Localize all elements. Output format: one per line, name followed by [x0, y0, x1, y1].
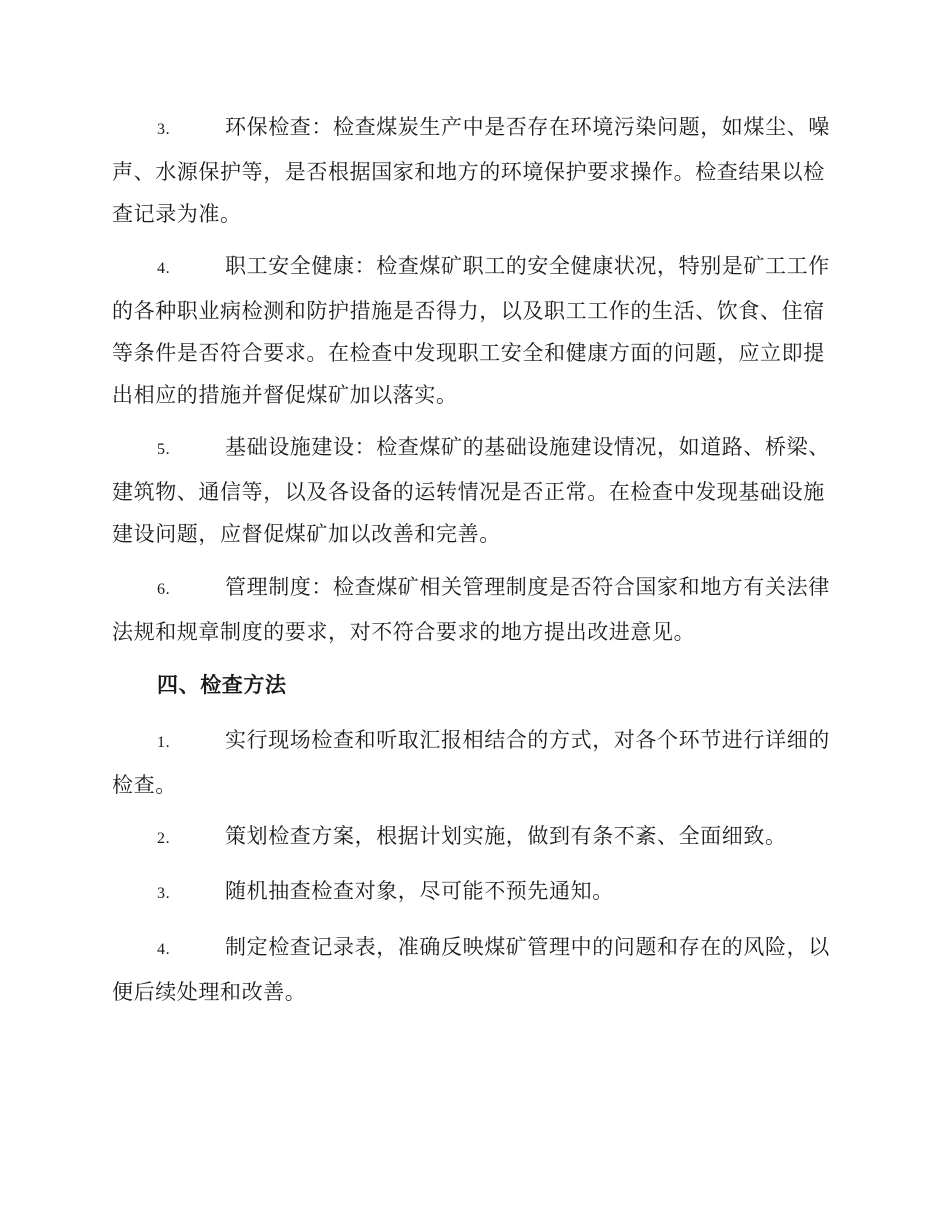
list-item-management-system	[112, 566, 834, 653]
list-item-method-2	[112, 815, 834, 860]
list-item-text: 环保检查：检查煤炭生产中是否存在环境污染问题，如煤尘、噪声、水源保护等，是否根据国家和地方的环境保护要求操作。检查结果以检查记录为准。	[112, 115, 830, 226]
list-item-number: 1.	[157, 734, 171, 751]
list-item-text: 策划检查方案，根据计划实施，做到有条不紊、全面细致。	[225, 824, 787, 848]
list-item-infrastructure	[112, 426, 834, 555]
list-item-method-3	[112, 870, 834, 915]
list-item-number: 5.	[157, 441, 171, 458]
list-item-text: 管理制度：检查煤矿相关管理制度是否符合国家和地方有关法律法规和规章制度的要求，对不符合要求的地方提出改进意见。	[112, 575, 830, 644]
list-item-worker-safety	[112, 245, 834, 416]
list-item-number: 2.	[157, 830, 171, 847]
list-item-text: 基础设施建设：检查煤矿的基础设施建设情况，如道路、桥梁、建筑物、通信等，以及各设备的运转情况是否正常。在检查中发现基础设施建设问题，应督促煤矿加以改善和完善。	[112, 435, 830, 546]
list-item-number: 3.	[157, 885, 171, 902]
list-item-text: 制定检查记录表，准确反映煤矿管理中的问题和存在的风险，以便后续处理和改善。	[112, 935, 830, 1004]
list-item-method-4	[112, 926, 834, 1013]
list-item-text: 随机抽查检查对象，尽可能不预先通知。	[225, 879, 614, 903]
list-item-number: 3.	[157, 121, 171, 138]
list-item-env-check	[112, 106, 834, 235]
section-heading: 四、检查方法	[157, 672, 287, 697]
list-item-text: 实行现场检查和听取汇报相结合的方式，对各个环节进行详细的检查。	[112, 728, 830, 797]
list-item-number: 6.	[157, 581, 171, 598]
list-item-text: 职工安全健康：检查煤矿职工的安全健康状况，特别是矿工工作的各种职业病检测和防护措施是否得力，以及职工工作的生活、饮食、住宿等条件是否符合要求。在检查中发现职工安全和健康方面的问题，应立即提出相应的措施并督促煤矿加以落实。	[112, 254, 830, 407]
list-item-number: 4.	[157, 260, 171, 277]
list-item-method-1	[112, 719, 834, 806]
list-item-number: 4.	[157, 941, 171, 958]
